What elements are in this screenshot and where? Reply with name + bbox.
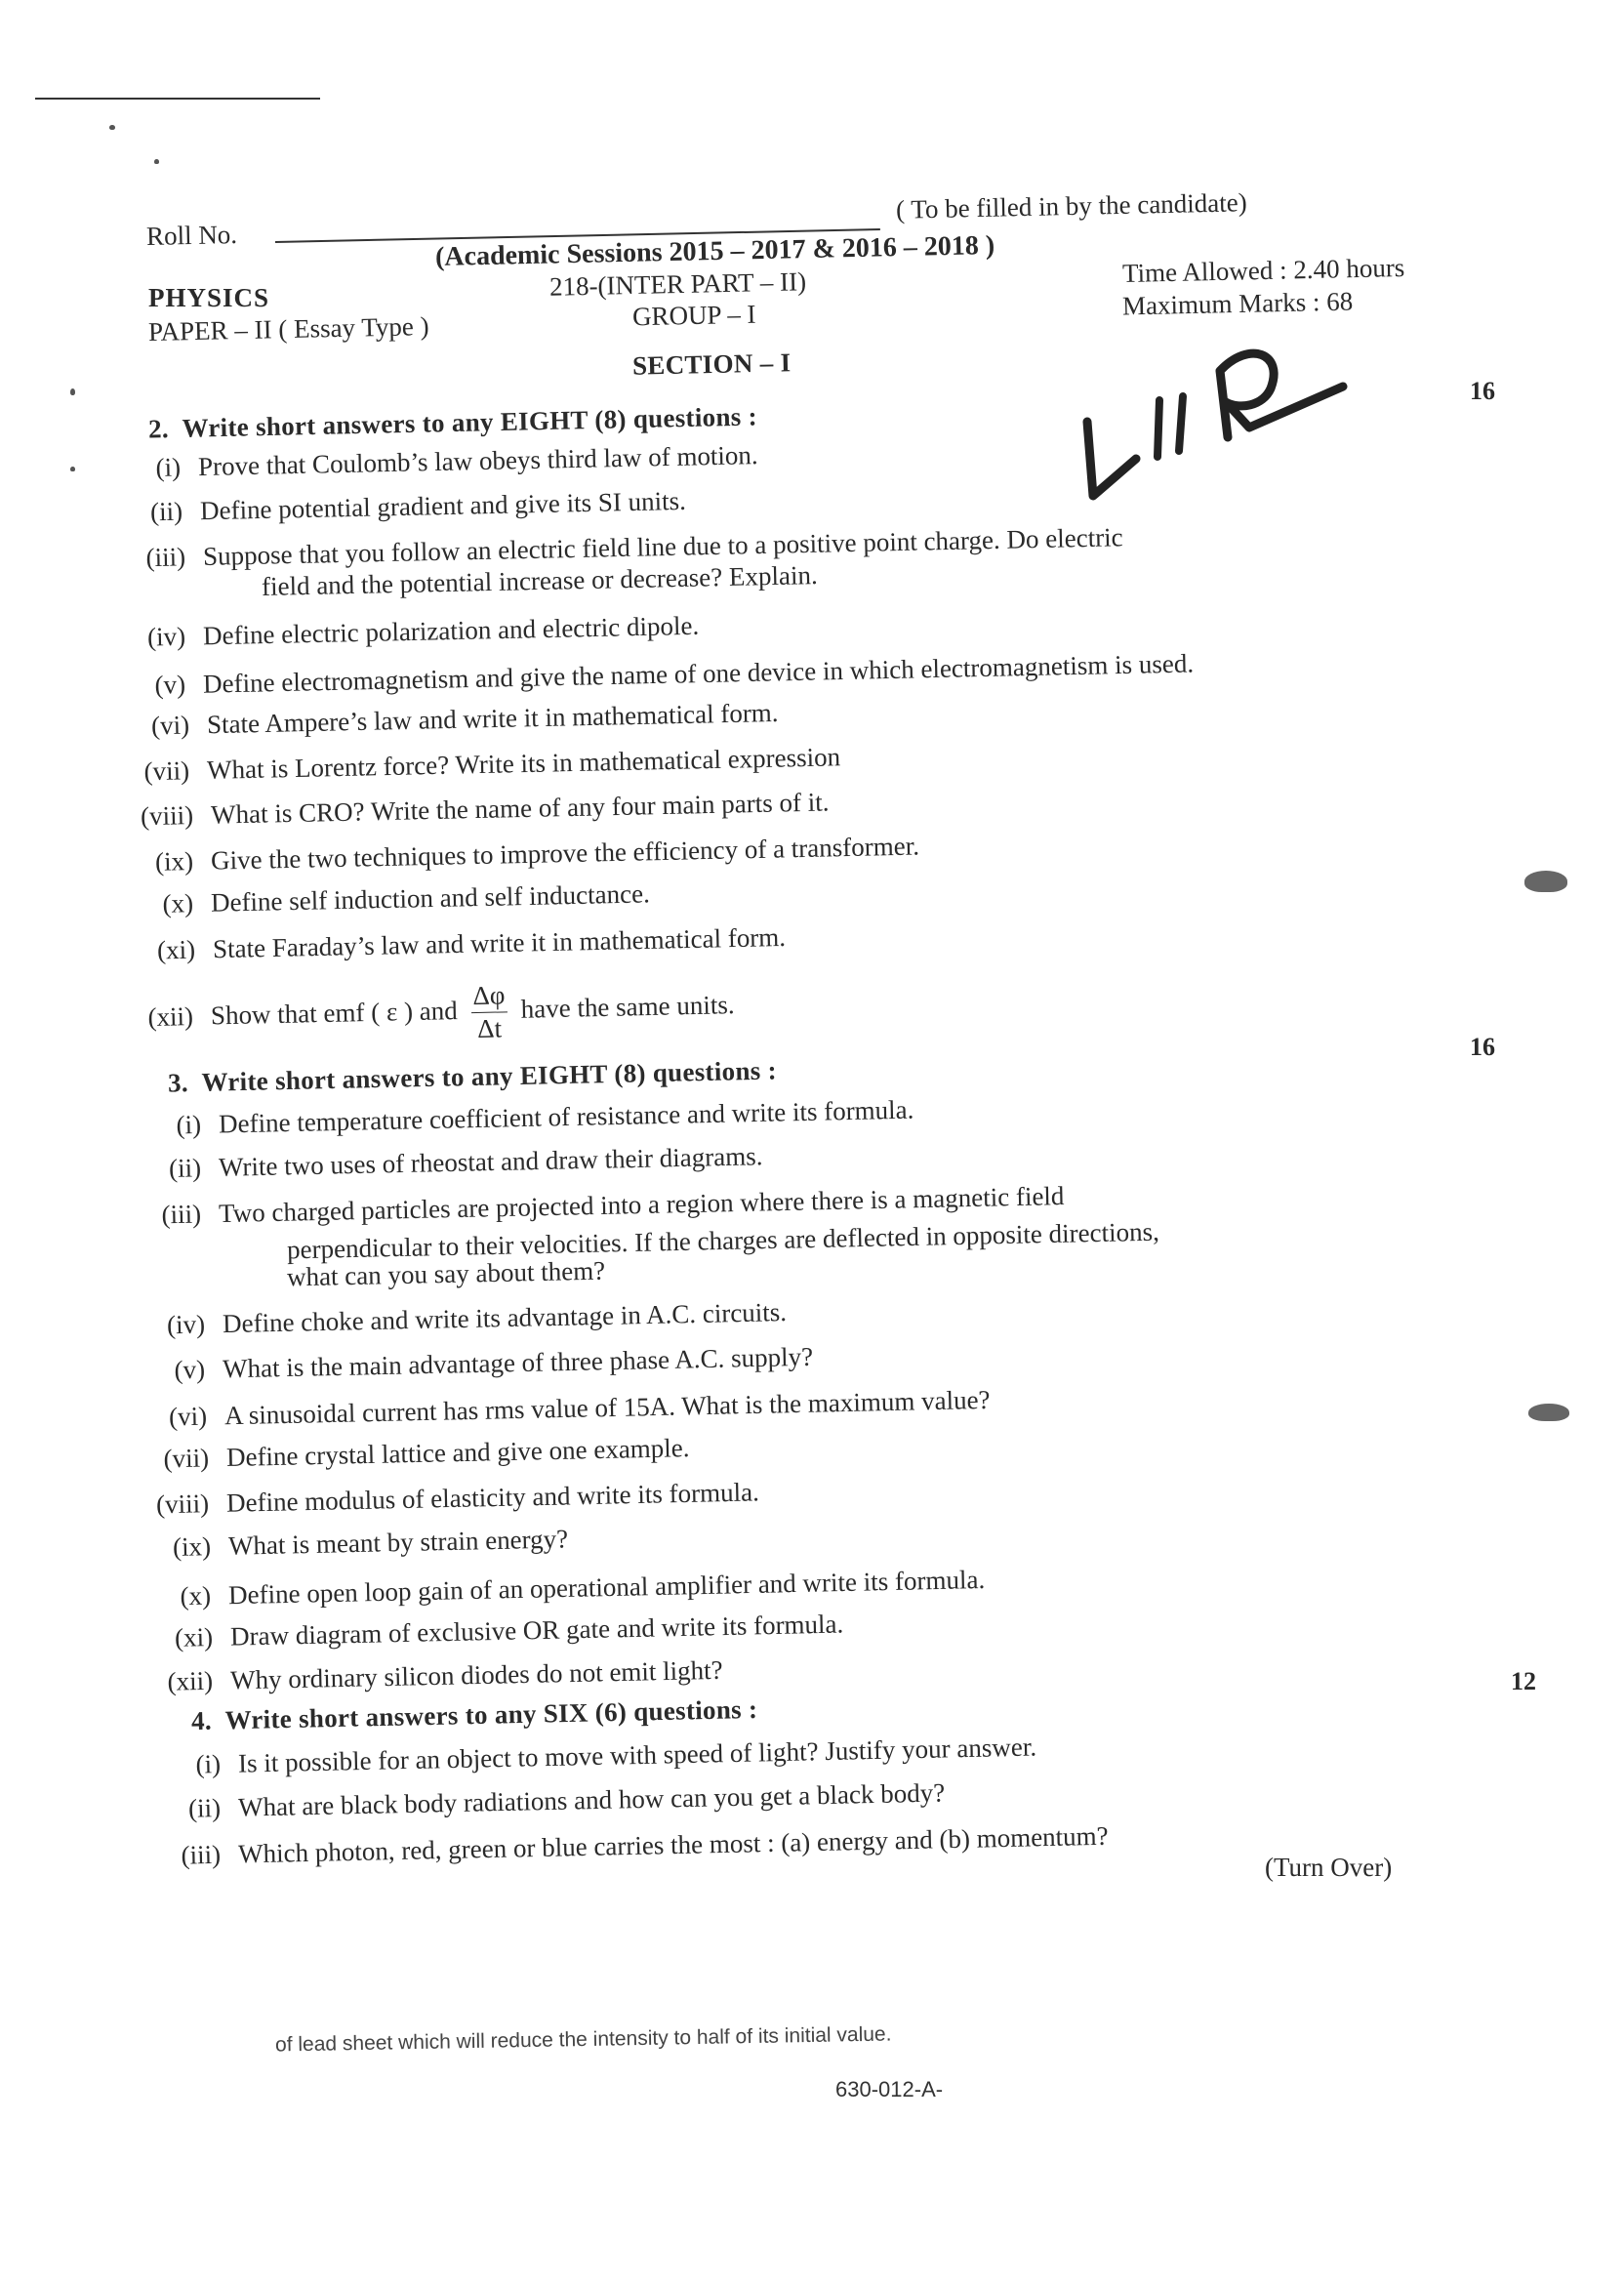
top-rule — [35, 98, 320, 100]
q2-item: (xii) Show that emf ( ε ) and $\frac{\Delta\varphi}{\Delta t}$ have the same units. — [147, 980, 735, 1043]
turn-over-note: (Turn Over) — [1265, 1853, 1393, 1882]
punch-hole-mark — [1528, 1404, 1569, 1421]
q3-item: (iii) Two charged particles are projected into a region where there is a magnetic field — [161, 1181, 1065, 1230]
maximum-marks: Maximum Marks : 68 — [1121, 286, 1354, 321]
q3-item: (ii) Write two uses of rheostat and draw their diagrams. — [168, 1141, 763, 1183]
q2-item-continuation: field and the potential increase or decrease? Explain. — [261, 560, 818, 601]
group-label: GROUP – I — [631, 299, 756, 332]
paper-type: PAPER – II ( Essay Type ) — [147, 310, 429, 347]
q2-item: (i) Prove that Coulomb’s law obeys third law of motion. — [155, 440, 758, 482]
q3-item: (x) Define open loop gain of an operational amplifier and write its formula. — [180, 1564, 986, 1611]
page-code: 630-012-A- — [835, 2077, 944, 2101]
q2-item: (viii) What is CRO? Write the name of any four main parts of it. — [140, 787, 830, 832]
q3-item-continuation: what can you say about them? — [286, 1255, 606, 1292]
maximum-marks-value: 68 — [1325, 286, 1354, 317]
q2-heading: 2. Write short answers to any EIGHT (8) questions : — [147, 401, 758, 444]
punch-hole-mark — [1524, 871, 1567, 892]
q2-item: (v) Define electromagnetism and give the name of one device in which electromagnetism is used. — [154, 648, 1195, 700]
q2-item: (ix) Give the two techniques to improve the efficiency of a transformer. — [154, 831, 920, 877]
time-allowed-label: Time Allowed — [1121, 255, 1274, 289]
q4-item: (i) Is it possible for an object to move with speed of light? Justify your answer. — [195, 1732, 1037, 1779]
section-title: SECTION – I — [631, 347, 792, 381]
bleed-through-text: of lead sheet which will reduce the intensity to half of its initial value. — [274, 2022, 892, 2057]
q3-item: (vi) A sinusoidal current has rms value of 15A. What is the maximum value? — [168, 1384, 991, 1432]
q4-item: (iii) Which photon, red, green or blue carries the most : (a) energy and (b) momentum? — [181, 1820, 1109, 1870]
q4-item: (ii) What are black body radiations and how can you get a black body? — [187, 1777, 946, 1823]
maximum-marks-label: Maximum Marks — [1121, 287, 1307, 321]
q2-item: (ii) Define potential gradient and give its SI units. — [149, 485, 687, 527]
scan-speck — [154, 159, 159, 164]
q2-item: (vii) What is Lorentz force? Write its in mathematical expression — [143, 742, 841, 787]
q3-item: (xii) Why ordinary silicon diodes do not emit light? — [167, 1654, 723, 1696]
q2-item: (x) Define self induction and self inductance. — [162, 878, 651, 918]
q3-item: (viii) Define modulus of elasticity and write its formula. — [155, 1477, 760, 1520]
q2-item: (iii) Suppose that you follow an electric field line due to a positive point charge. Do electric — [145, 522, 1123, 573]
q2-item: (xi) State Faraday’s law and write it in mathematical form. — [156, 921, 787, 965]
paper-code: 218-(INTER PART – II) — [548, 266, 807, 302]
fill-note: ( To be filled in by the candidate) — [895, 187, 1248, 224]
scan-speck — [70, 467, 75, 471]
time-allowed-value: 2.40 hours — [1292, 252, 1405, 285]
q2-marks: 16 — [1470, 377, 1495, 405]
q4-marks: 12 — [1511, 1667, 1536, 1695]
q3-item: (v) What is the main advantage of three phase A.C. supply? — [174, 1341, 814, 1385]
q3-item: (ix) What is meant by strain energy? — [172, 1524, 569, 1562]
time-allowed: Time Allowed : 2.40 hours — [1121, 252, 1405, 289]
delta-phi-over-delta-t: $\frac{\Delta\varphi}{\Delta t}$ — [470, 982, 508, 1042]
scan-speck — [70, 388, 75, 395]
roll-no-label: Roll No. — [145, 220, 238, 251]
scan-speck — [109, 125, 115, 130]
subject-title: PHYSICS — [148, 283, 270, 312]
q3-item: (i) Define temperature coefficient of resistance and write its formula. — [176, 1094, 914, 1140]
q4-heading: 4. Write short answers to any SIX (6) questions : — [190, 1693, 758, 1736]
q3-marks: 16 — [1470, 1033, 1495, 1061]
q3-item: (vii) Define crystal lattice and give one example. — [163, 1433, 690, 1474]
q3-item-continuation: perpendicular to their velocities. If the charges are deflected in opposite directions, — [286, 1216, 1160, 1265]
q3-item: (xi) Draw diagram of exclusive OR gate and write its formula. — [174, 1609, 844, 1652]
academic-sessions: (Academic Sessions 2015 – 2017 & 2016 – 2018 ) — [434, 230, 995, 272]
q2-item: (iv) Define electric polarization and electric dipole. — [146, 610, 700, 652]
handwritten-annotation — [1054, 332, 1366, 508]
q2-item: (vi) State Ampere’s law and write it in mathematical form. — [150, 697, 779, 741]
q3-heading: 3. Write short answers to any EIGHT (8) questions : — [167, 1055, 778, 1098]
q3-item: (iv) Define choke and write its advantage in A.C. circuits. — [166, 1297, 788, 1340]
